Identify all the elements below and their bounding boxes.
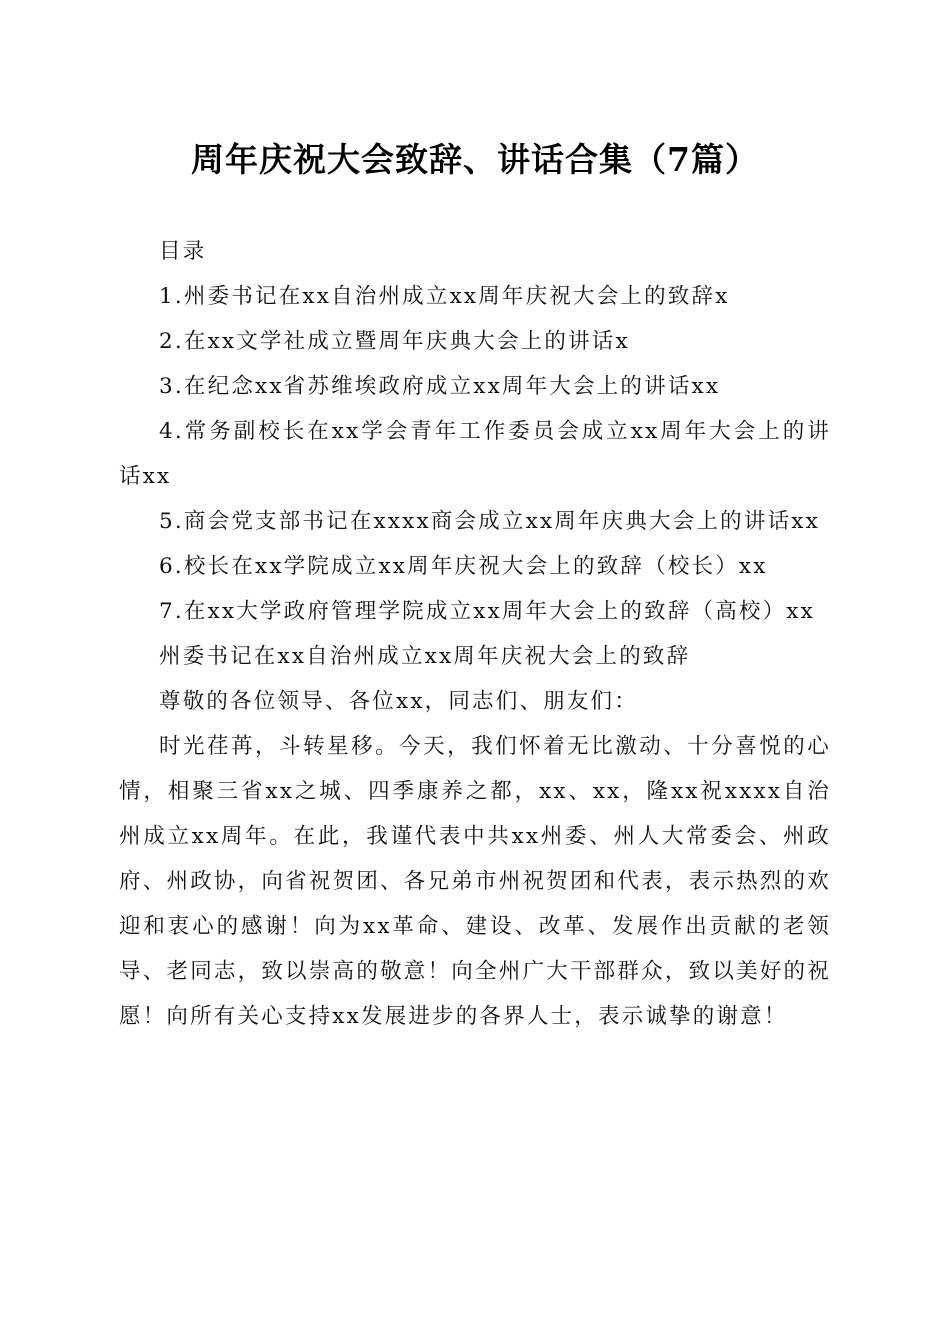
section-title: 州委书记在xx自治州成立xx周年庆祝大会上的致辞 — [159, 644, 691, 669]
document-body — [119, 229, 831, 1039]
toc-item: 3.在纪念xx省苏维埃政府成立xx周年大会上的讲话xx — [159, 374, 721, 399]
document-title: 周年庆祝大会致辞、讲话合集（7篇） — [191, 140, 759, 179]
toc-heading: 目录 — [159, 239, 207, 264]
toc-item: 7.在xx大学政府管理学院成立xx周年大会上的致辞（高校）xx — [159, 599, 815, 624]
toc-item: 2.在xx文学社成立暨周年庆典大会上的讲话x — [159, 329, 630, 354]
salutation: 尊敬的各位领导、各位xx，同志们、朋友们： — [159, 689, 638, 714]
toc-item: 6.校长在xx学院成立xx周年庆祝大会上的致辞（校长）xx — [159, 554, 768, 579]
toc-item: 1.州委书记在xx自治州成立xx周年庆祝大会上的致辞x — [159, 284, 730, 309]
toc-item: 5.商会党支部书记在xxxx商会成立xx周年庆典大会上的讲话xx — [159, 509, 820, 534]
body-paragraph: 时光荏苒，斗转星移。今天，我们怀着无比激动、十分喜悦的心情，相聚三省xx之城、四季康养之都，xx、xx，隆xx祝xxxx自治州成立xx周年。在此，我谨代表中共xx州委、州人大常委会、州政府、州政协，向省祝贺团、各兄弟市州祝贺团和代表，表示热烈的欢迎和衷心的感谢！向为xx革命、建设、改革、发展作出贡献的老领导、老同志，致以崇高的敬意！向全州广大干部群众，致以美好的祝愿！向所有关心支持xx发展进步的各界人士，表示诚挚的谢意！ — [119, 734, 831, 1029]
toc-item: 4.常务副校长在xx学会青年工作委员会成立xx周年大会上的讲话xx — [119, 419, 831, 489]
